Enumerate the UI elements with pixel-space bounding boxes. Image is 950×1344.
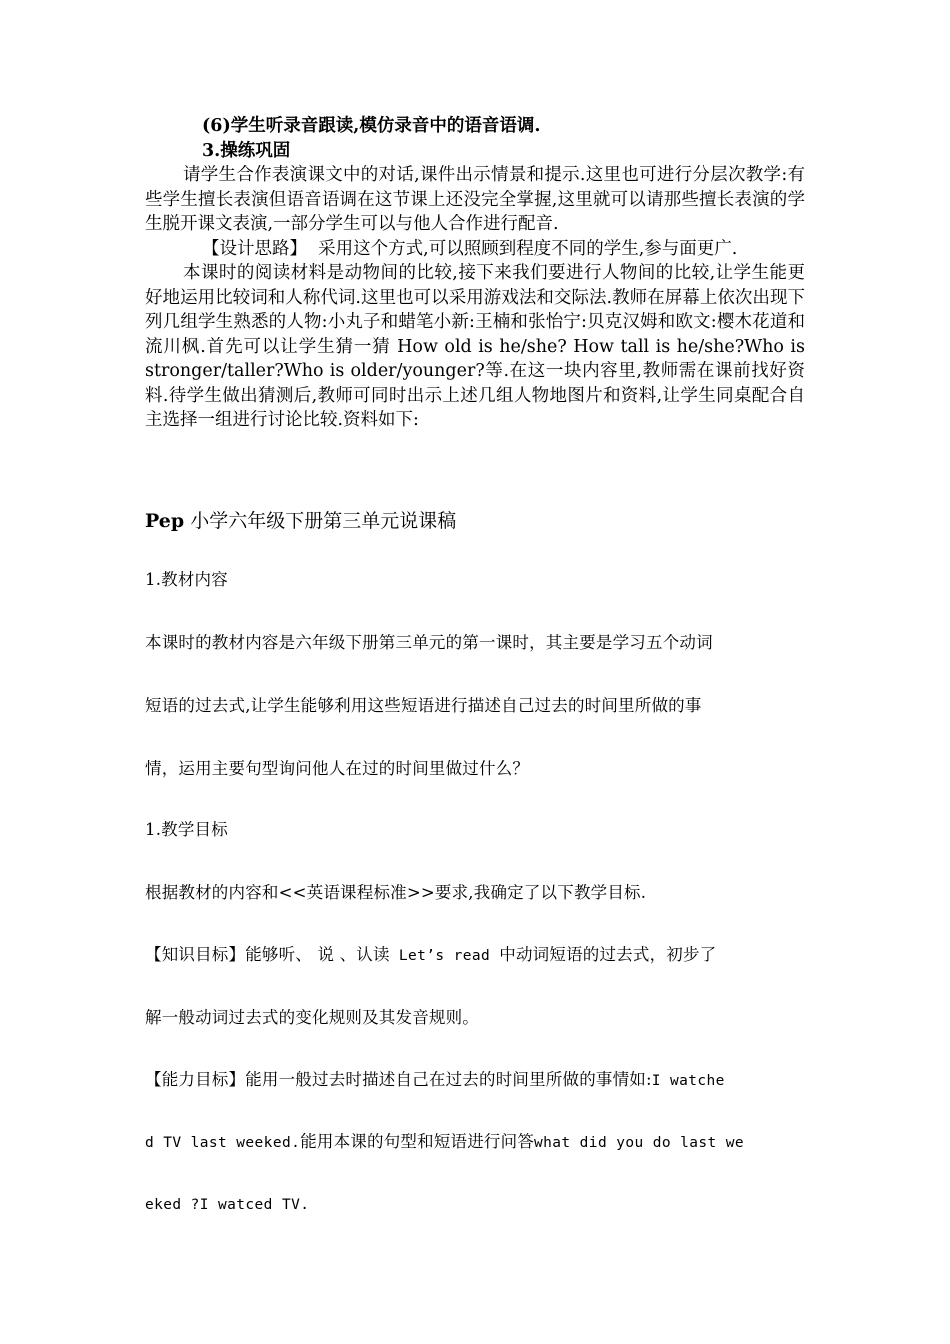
ability-goal-line-3: [145, 1193, 815, 1216]
section-2-heading: 1.教学目标: [145, 820, 228, 839]
section-1-line-1: 本课时的教材内容是六年级下册第三单元的第一课时，其主要是学习五个动词: [145, 633, 713, 652]
design-idea-text: 采用这个方式,可以照顾到程度不同的学生,参与面更广.: [318, 238, 738, 259]
ability-goal-english-2: d TV last weeked.: [145, 1135, 301, 1151]
ability-goal-text: 能用本课的句型和短语进行问答: [300, 1132, 535, 1151]
intro-block: [145, 114, 805, 433]
title-rest: 小学六年级下册第三单元说课稿: [184, 510, 457, 532]
ability-goal-english-4: eked ?I watced TV.: [145, 1197, 310, 1213]
document-title: [145, 508, 456, 534]
ability-goal-english-3: what did you do last we: [534, 1135, 745, 1151]
knowledge-goal-line-2: 解一般动词过去式的变化规则及其发音规则。: [145, 1008, 479, 1027]
title-latin: Pep: [145, 510, 185, 532]
section-2-intro: 根据教材的内容和<<英语课程标准>>要求,我确定了以下教学目标.: [145, 883, 647, 902]
section-1-heading: 1.教材内容: [145, 570, 228, 589]
ability-goal-line-1: [145, 1069, 815, 1092]
practice-paragraph: 请学生合作表演课文中的对话,课件出示情景和提示.这里也可进行分层次教学:有些学生擅长表演但语音语调在这节课上还没完全掌握,这里就可以请那些擅长表演的学生脱开课文表演,一部分学生可以与他人合作进行配音.: [145, 165, 805, 234]
ability-goal-line-2: [145, 1131, 815, 1154]
design-idea-paragraph: [145, 237, 805, 262]
step-3-text: 3.操练巩固: [202, 140, 291, 161]
step-6-line: [145, 114, 805, 139]
knowledge-goal-line-1: [145, 944, 815, 967]
section-1-line-3: 情，运用主要句型询问他人在过的时间里做过什么？: [145, 759, 530, 778]
ability-goal-english-1: I watche: [651, 1073, 725, 1089]
design-idea-label: 【设计思路】: [202, 238, 307, 259]
step-6-text: (6)学生听录音跟读,模仿录音中的语音语调.: [202, 116, 541, 136]
ability-goal-label: 【能力目标】能用一般过去时描述自己在过去的时间里所做的事情如:: [145, 1070, 652, 1089]
reading-paragraph: 本课时的阅读材料是动物间的比较,接下来我们要进行人物间的比较,让学生能更好地运用比较词和人称代词.这里也可以采用游戏法和交际法.教师在屏幕上依次出现下列几组学生熟悉的人物:小丸子和蜡笔小新:王楠和张怡宁:贝克汉姆和欧文:樱木花道和流川枫.首先可以让学生猜一猜 How old is he/she? How tall is he/she?Who is stronger/taller?Who is older/younger?等.在这一块内容里,教师需在课前找好资料.待学生做出猜测后,教师可同时出示上述几组人物地图片和资料,让学生同桌配合自主选择一组进行讨论比较.资料如下:: [145, 263, 805, 430]
step-3-heading: [145, 139, 805, 164]
knowledge-goal-label: 【知识目标】能够听、 说 、认读: [145, 945, 390, 964]
knowledge-goal-rest: 中动词短语的过去式，初步了: [499, 945, 717, 964]
section-1-line-2: 短语的过去式,让学生能够利用这些短语进行描述自己过去的时间里所做的事: [145, 696, 702, 715]
knowledge-goal-english: Let’s read: [389, 948, 500, 964]
